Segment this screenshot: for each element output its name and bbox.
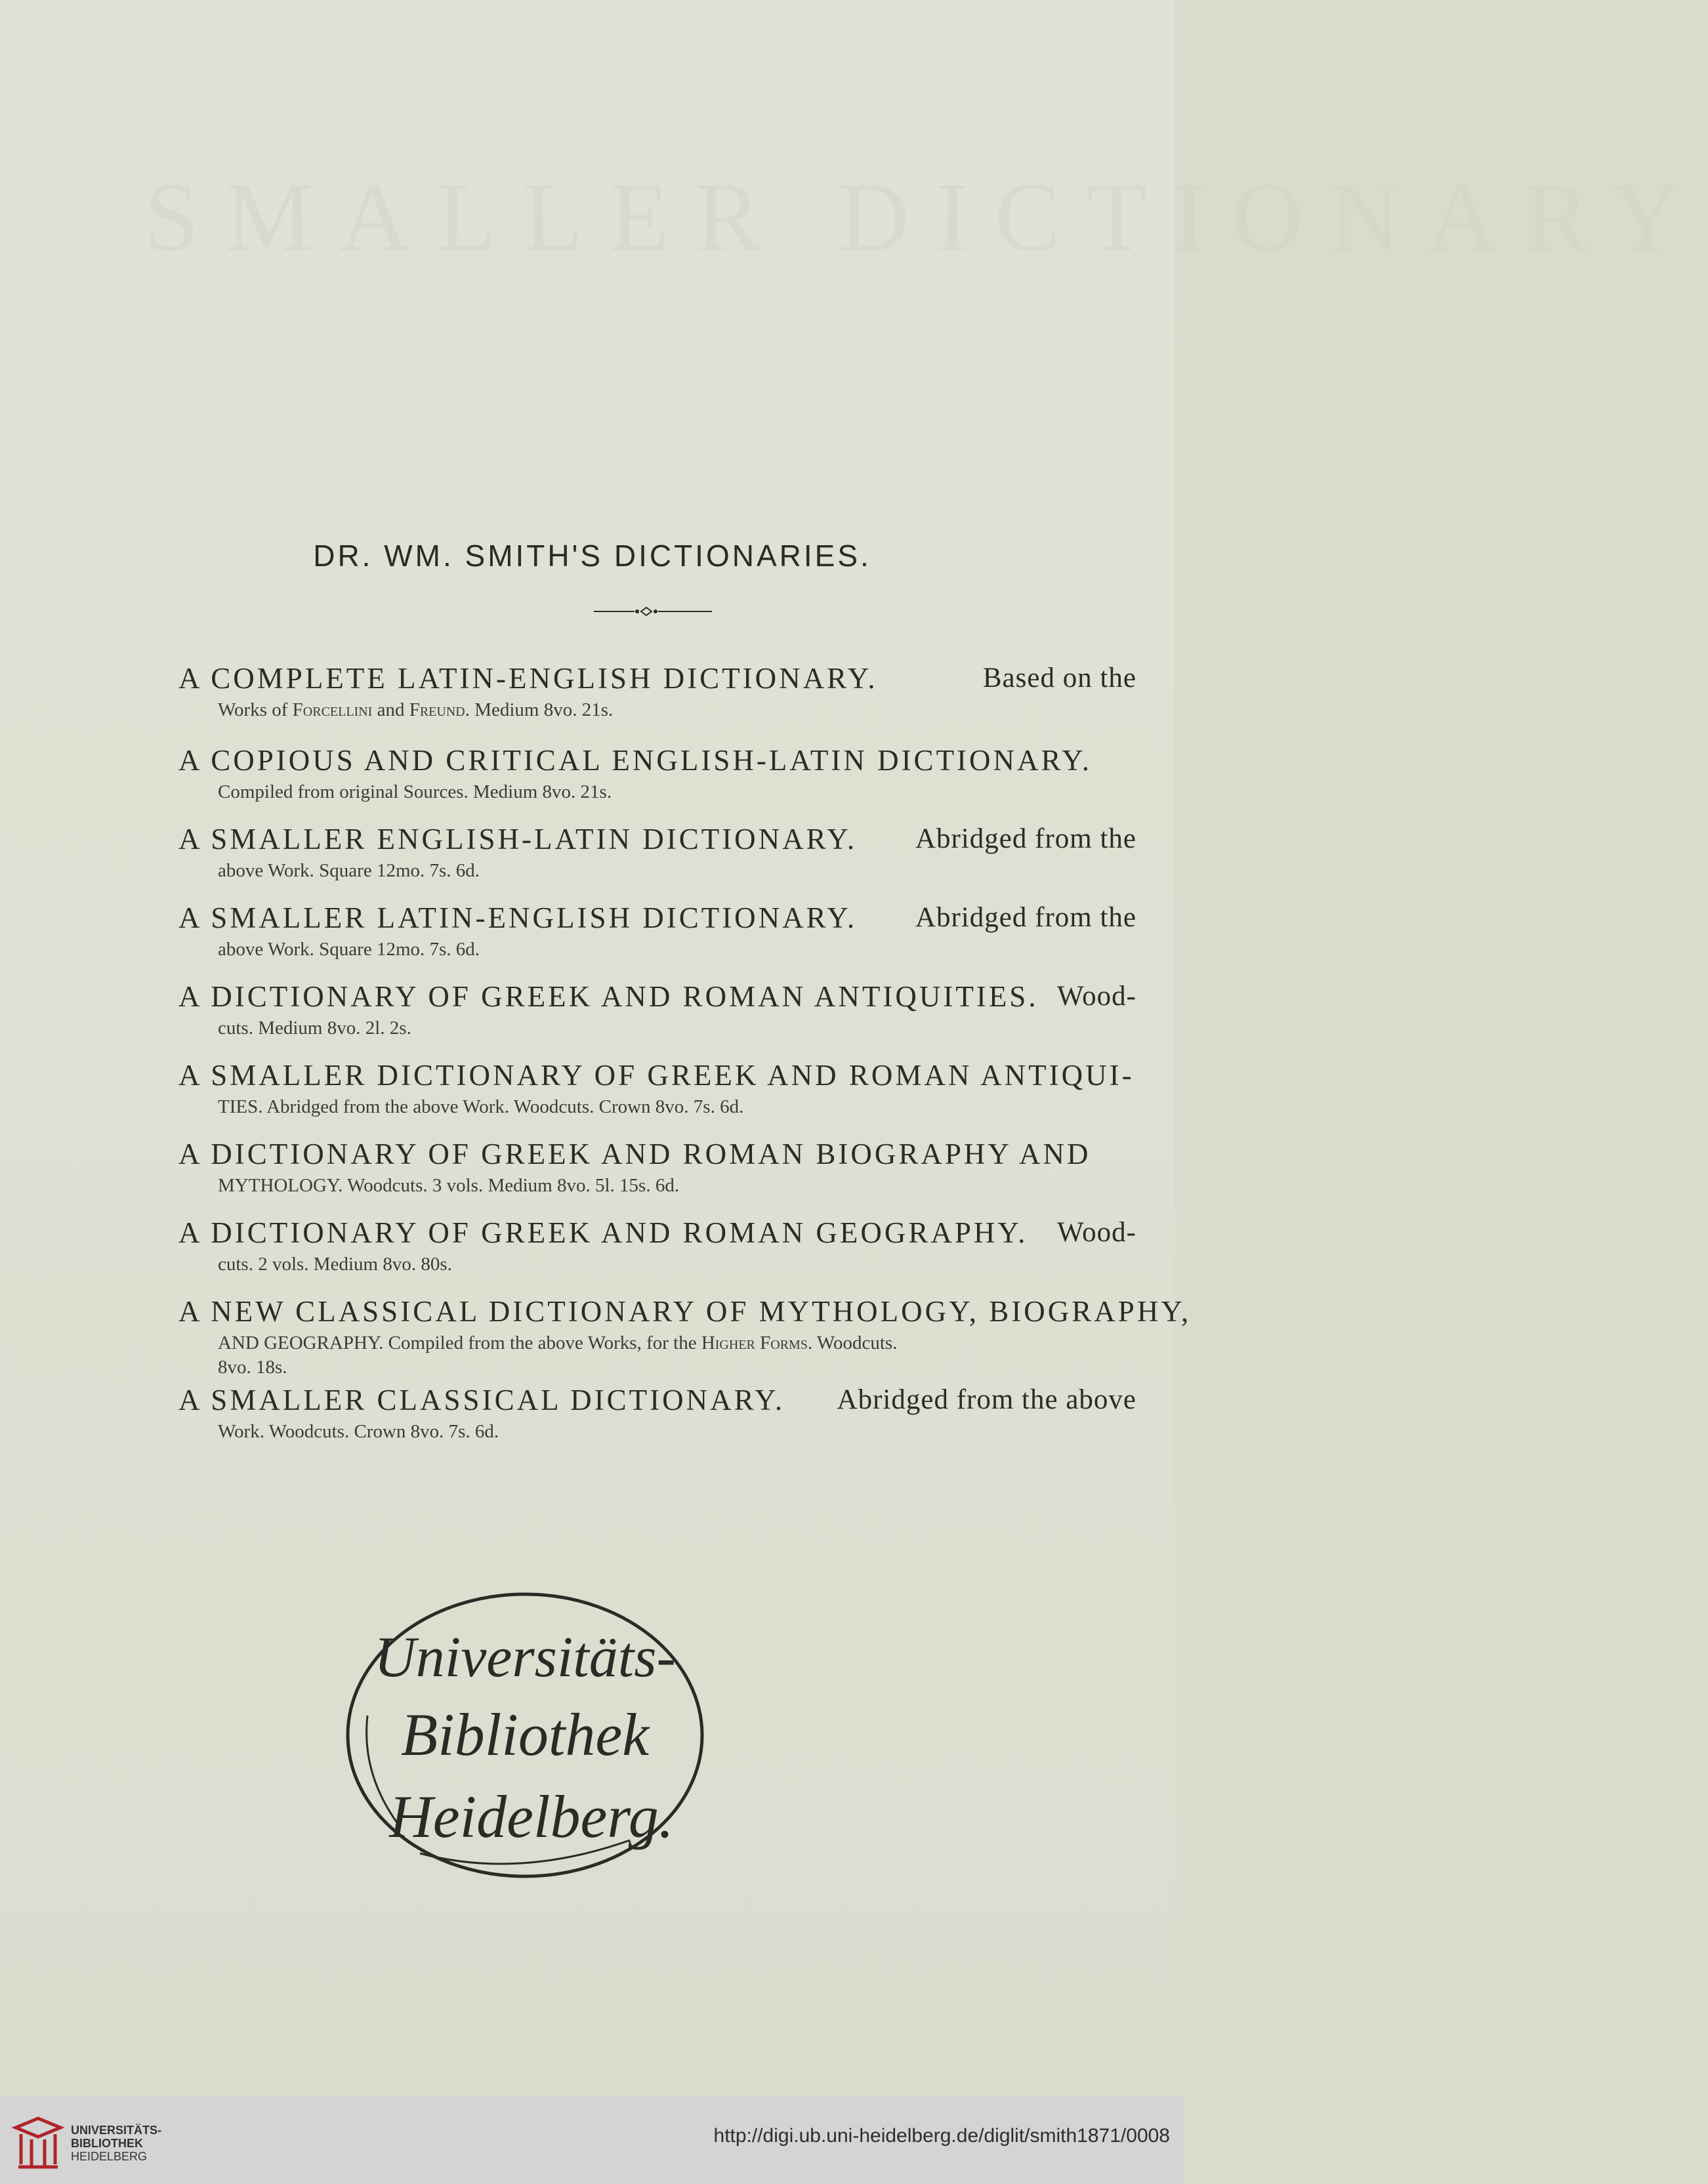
entry-detail-part: and [372,699,409,720]
dictionary-entry [178,1135,1136,1198]
library-line-2: BIBLIOTHEK [71,2137,143,2150]
dictionary-entry [178,741,1136,804]
ornament-divider [594,604,712,619]
entry-detail-part: Forcellini [292,699,373,720]
dictionary-entry [178,820,1136,883]
library-name [71,2124,161,2163]
bleed-through-text: SMALLER DICTIONARY [144,163,1708,272]
entry-title-line [178,1292,1192,1330]
entry-detail [178,779,1136,804]
dictionary-entry [178,1214,1136,1277]
entry-title: A SMALLER ENGLISH-LATIN DICTIONARY. [178,823,858,855]
entry-detail-part: Works of [218,699,293,720]
entry-detail [178,937,1136,962]
library-stamp [322,1578,728,1893]
entry-detail-part: . Medium 8vo. 21s. [465,699,614,720]
entry-title: A SMALLER LATIN-ENGLISH DICTIONARY. [178,901,858,934]
entry-title: A SMALLER CLASSICAL DICTIONARY. [178,1384,785,1416]
entry-note: Based on the [982,663,1136,693]
entry-title: A SMALLER DICTIONARY OF GREEK AND ROMAN ANTIQUI- [178,1059,1135,1092]
entry-detail-part: cuts. Medium 8vo. 2l. 2s. [218,1018,411,1039]
dictionary-entry [178,1292,1192,1379]
entry-title-line [178,741,1136,779]
entry-detail [178,858,1136,883]
viewer-footer [0,2096,1184,2184]
dictionary-entry [178,978,1136,1040]
entry-note: Wood- [1057,981,1136,1012]
entry-title-line [178,659,1136,697]
page-heading: DR. WM. SMITH'S DICTIONARIES. [313,539,871,573]
entry-detail-part: above Work. Square 12mo. 7s. 6d. [218,860,480,881]
entry-title-line [178,820,1136,858]
stamp-line-2: Bibliothek [400,1701,650,1768]
entry-detail [178,697,1136,722]
entry-title-line [178,978,1136,1016]
entry-detail [178,1252,1136,1277]
entry-note: Abridged from the [915,823,1136,854]
entry-detail-part: above Work. Square 12mo. 7s. 6d. [218,939,480,960]
entry-detail-part: AND GEOGRAPHY. Compiled from the above Works, for the [218,1332,701,1353]
entry-title: A COPIOUS AND CRITICAL ENGLISH-LATIN DICTIONARY. [178,744,1093,777]
entry-detail [178,1330,1136,1355]
entry-title-line [178,1135,1136,1173]
library-line-3: HEIDELBERG [71,2150,148,2163]
entry-title: A DICTIONARY OF GREEK AND ROMAN BIOGRAPHY AND [178,1138,1091,1170]
entry-detail-continued: 8vo. 18s. [218,1357,287,1378]
entry-title: A DICTIONARY OF GREEK AND ROMAN GEOGRAPHY. [178,1216,1028,1249]
entry-title-line [178,1056,1136,1094]
entry-note: Abridged from the above [837,1384,1136,1415]
entry-detail-part: Compiled from original Sources. Medium 8vo. 21s. [218,781,612,802]
permalink-url[interactable]: http://digi.ub.uni-heidelberg.de/diglit/smith1871/0008 [713,2125,1170,2147]
entry-detail [178,1094,1136,1119]
entry-title: A NEW CLASSICAL DICTIONARY OF MYTHOLOGY, BIOGRAPHY, [178,1295,1192,1328]
dictionary-entry [178,659,1136,722]
stamp-line-1: Universitäts- [374,1626,676,1689]
entry-detail [178,1173,1136,1198]
entry-title-line [178,1381,1136,1419]
entry-title: A DICTIONARY OF GREEK AND ROMAN ANTIQUITIES. [178,980,1039,1013]
entry-detail-part: Higher Forms [701,1332,808,1353]
entry-title-line [178,1214,1136,1252]
dictionary-entry [178,1056,1136,1119]
entry-note: Abridged from the [915,902,1136,933]
entry-detail-part: Freund [409,699,465,720]
entry-detail-part: MYTHOLOGY. Woodcuts. 3 vols. Medium 8vo. 5l. 15s. 6d. [218,1175,680,1196]
stamp-line-3: Heidelberg. [389,1783,674,1850]
entry-detail [178,1419,1136,1444]
dictionary-entry [178,1381,1136,1444]
library-line-1: UNIVERSITÄTS- [71,2124,162,2137]
entry-detail-part: Work. Woodcuts. Crown 8vo. 7s. 6d. [218,1421,499,1442]
dictionary-entry [178,899,1136,962]
entry-detail-part: . Woodcuts. [807,1332,898,1353]
university-logo-icon [12,2114,64,2170]
entry-title-line [178,899,1136,937]
entry-detail [178,1016,1136,1040]
entry-note: Wood- [1057,1217,1136,1248]
entry-detail-part: TIES. Abridged from the above Work. Woodcuts. Crown 8vo. 7s. 6d. [218,1096,744,1117]
entry-title: A COMPLETE LATIN-ENGLISH DICTIONARY. [178,662,878,695]
entry-detail-part: cuts. 2 vols. Medium 8vo. 80s. [218,1254,452,1275]
